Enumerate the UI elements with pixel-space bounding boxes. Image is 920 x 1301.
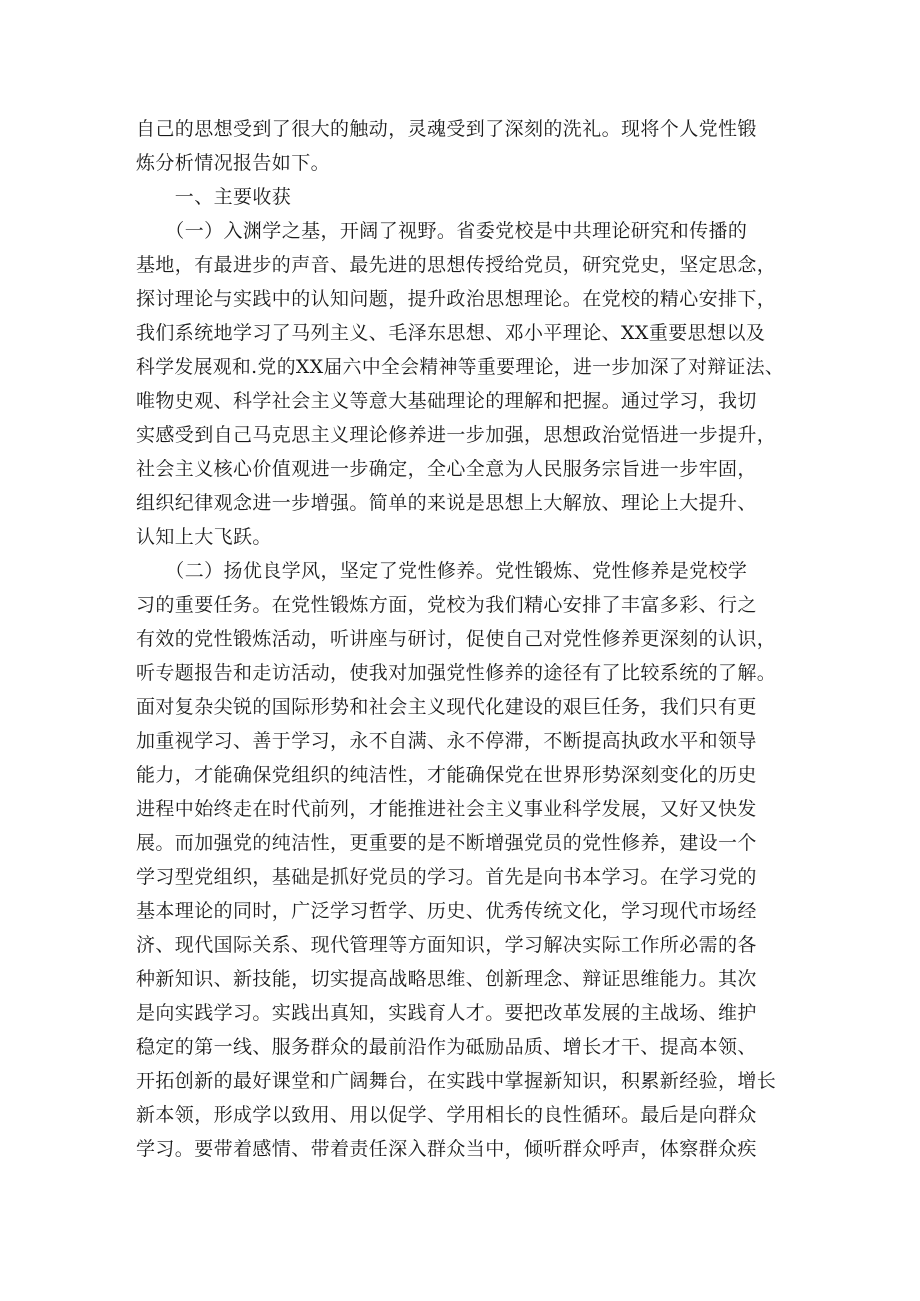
text-line: 习的重要任务。在党性锻炼方面，党校为我们精心安排了丰富多彩、行之 <box>136 594 757 616</box>
text-line: 探讨理论与实践中的认知问题，提升政治思想理论。在党校的精心安排下， <box>136 288 777 310</box>
text-line: 是向实践学习。实践出真知，实践育人才。要把改革发展的主战场、维护 <box>136 1002 757 1024</box>
text-line: 面对复杂尖锐的国际形势和社会主义现代化建设的艰巨任务，我们只有更 <box>136 696 757 718</box>
text-line: 种新知识、新技能，切实提高战略思维、创新理念、辩证思维能力。其次 <box>136 968 757 990</box>
text-line: 社会主义核心价值观进一步确定，全心全意为人民服务宗旨进一步牢固， <box>136 458 757 480</box>
text-line: 基地，有最进步的声音、最先进的思想传授给党员，研究党史，坚定思念， <box>136 254 777 276</box>
text-line: 科学发展观和.党的XX届六中全会精神等重要理论，进一步加深了对辩证法、 <box>136 356 785 378</box>
text-line: 学习型党组织，基础是抓好党员的学习。首先是向书本学习。在学习党的 <box>136 866 757 888</box>
text-line: 展。而加强党的纯洁性，更重要的是不断增强党员的党性修养，建设一个 <box>136 832 757 854</box>
text-line: 开拓创新的最好课堂和广阔舞台，在实践中掌握新知识，积累新经验，增长 <box>136 1070 777 1092</box>
text-line: 基本理论的同时，广泛学习哲学、历史、优秀传统文化，学习现代市场经 <box>136 900 757 922</box>
text-line: 济、现代国际关系、现代管理等方面知识，学习解决实际工作所必需的各 <box>136 934 757 956</box>
text-line: 有效的党性锻炼活动，听讲座与研讨，促使自己对党性修养更深刻的认识， <box>136 628 777 650</box>
text-line: 自己的思想受到了很大的触动，灵魂受到了深刻的洗礼。现将个人党性锻 <box>136 118 757 140</box>
text-line: 能力，才能确保党组织的纯洁性，才能确保党在世界形势深刻变化的历史 <box>136 764 757 786</box>
text-line: 听专题报告和走访活动，使我对加强党性修养的途径有了比较系统的了解。 <box>136 662 777 684</box>
text-line: 我们系统地学习了马列主义、毛泽东思想、邓小平理论、XX重要思想以及 <box>136 322 766 344</box>
text-line: 认知上大飞跃。 <box>136 526 272 548</box>
text-line: 组织纪律观念进一步增强。简单的来说是思想上大解放、理论上大提升、 <box>136 492 757 514</box>
text-line: 实感受到自己马克思主义理论修养进一步加强，思想政治觉悟进一步提升， <box>136 424 777 446</box>
text-line: 唯物史观、科学社会主义等意大基础理论的理解和把握。通过学习，我切 <box>136 390 757 412</box>
text-line: 加重视学习、善于学习，永不自满、永不停滞，不断提高执政水平和领导 <box>136 730 757 752</box>
text-line: 炼分析情况报告如下。 <box>136 152 331 174</box>
text-line: 进程中始终走在时代前列，才能推进社会主义事业科学发展，又好又快发 <box>136 798 757 820</box>
text-line: 新本领，形成学以致用、用以促学、学用相长的良性循环。最后是向群众 <box>136 1104 757 1126</box>
section-heading: 一、主要收获 <box>136 186 292 208</box>
subsection-heading-line: （一）入渊学之基，开阔了视野。省委党校是中共理论研究和传播的 <box>136 220 748 242</box>
subsection-heading-line: （二）扬优良学风，坚定了党性修养。党性锻炼、党性修养是党校学 <box>136 560 748 582</box>
text-line: 学习。要带着感情、带着责任深入群众当中，倾听群众呼声，体察群众疾 <box>136 1138 757 1160</box>
text-line: 稳定的第一线、服务群众的最前沿作为砥励品质、增长才干、提高本领、 <box>136 1036 757 1058</box>
